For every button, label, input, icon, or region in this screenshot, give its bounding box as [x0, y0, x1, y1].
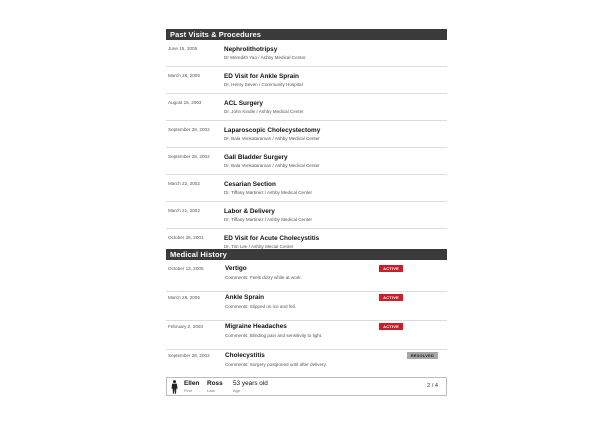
- history-condition: Cholecystitis: [225, 352, 265, 359]
- visit-provider: Dr. Tim Lee / Ashby Mecial Center: [224, 244, 294, 249]
- history-condition: Vertigo: [225, 265, 247, 272]
- age-block: [233, 380, 268, 393]
- visit-row[interactable]: [166, 148, 447, 175]
- page-indicator[interactable]: 2 / 4: [427, 383, 438, 389]
- visit-provider: Dr Meredith Yao / Ashby Medical Center: [224, 55, 306, 60]
- visit-provider: Dr. Tiffany Martinez / Ashby Medical Center: [224, 190, 312, 195]
- history-condition: Ankle Sprain: [225, 294, 265, 301]
- first-name-block: [184, 380, 199, 393]
- visit-date: August 15, 2003: [168, 100, 202, 105]
- history-comment: Comments: Blinding pain and sensitivity to light.: [225, 333, 323, 338]
- patient-footer: [166, 377, 447, 396]
- age-value: 53 years old: [233, 380, 268, 387]
- history-row[interactable]: [166, 350, 447, 378]
- past-visits-header: Past Visits & Procedures: [166, 29, 447, 40]
- visit-title: ED Visit for Acute Cholecystitis: [224, 235, 320, 242]
- visit-date: June 15, 2005: [168, 46, 198, 51]
- status-badge: RESOLVED: [407, 352, 438, 359]
- status-badge: ACTIVE: [379, 294, 403, 301]
- past-visits-panel: [166, 29, 447, 255]
- visit-date: September 28, 2002: [168, 154, 210, 159]
- visit-provider: Dr. John Kindle / Ashby Medical Center: [224, 109, 304, 114]
- history-comment: Comments: Feels dizzy while at work.: [225, 275, 302, 280]
- history-comment: Comments: Surgery postponed until after delivery.: [225, 362, 327, 367]
- medical-history-panel: [166, 249, 447, 378]
- last-name: Ross: [207, 380, 223, 387]
- visit-title: Gall Bladder Surgery: [224, 154, 288, 161]
- visit-provider: Dr. Bala Venkataraman / Ashby Medical Center: [224, 163, 320, 168]
- visit-date: September 28, 2002: [168, 127, 210, 132]
- visit-row[interactable]: [166, 175, 447, 202]
- visit-date: October 28, 2001: [168, 235, 204, 240]
- visit-date: March 21, 2002: [168, 208, 200, 213]
- visit-row[interactable]: [166, 121, 447, 148]
- visit-title: ACL Surgery: [224, 100, 263, 107]
- visit-provider: Dr. Bala Venkataraman / Ashby Medical Center: [224, 136, 320, 141]
- first-name: Ellen: [184, 380, 200, 387]
- visit-row[interactable]: [166, 67, 447, 94]
- visit-row[interactable]: [166, 94, 447, 121]
- age-caption: Age: [233, 388, 241, 393]
- history-row[interactable]: [166, 263, 447, 292]
- last-name-caption: Last: [207, 388, 215, 393]
- visit-title: Cesarian Section: [224, 181, 276, 188]
- visit-date: March 22, 2002: [168, 181, 200, 186]
- history-date: March 28, 2005: [168, 295, 200, 300]
- visit-row[interactable]: [166, 40, 447, 67]
- visit-title: Nephrolithotripsy: [224, 46, 278, 53]
- history-comment: Comments: Slipped on ice and fell.: [225, 304, 296, 309]
- visit-title: ED Visit for Ankle Sprain: [224, 73, 299, 80]
- history-row[interactable]: [166, 321, 447, 350]
- last-name-block: [207, 380, 223, 393]
- first-name-caption: First: [184, 388, 192, 393]
- history-row[interactable]: [166, 292, 447, 321]
- person-icon: [171, 380, 178, 394]
- history-condition: Migraine Headaches: [225, 323, 287, 330]
- medical-history-header: Medical History: [166, 249, 447, 260]
- visit-title: Laparoscopic Cholecystectomy: [224, 127, 321, 134]
- history-date: February 2, 2003: [168, 324, 203, 329]
- visit-date: March 28, 2005: [168, 73, 200, 78]
- history-date: September 28, 2002: [168, 353, 210, 358]
- visit-title: Labor & Delivery: [224, 208, 275, 215]
- visit-row[interactable]: [166, 202, 447, 229]
- history-date: October 13, 2005: [168, 266, 204, 271]
- visit-provider: Dr. Tiffany Martinez / Ashby Medical Center: [224, 217, 312, 222]
- status-badge: ACTIVE: [379, 265, 403, 272]
- status-badge: ACTIVE: [379, 323, 403, 330]
- visit-provider: Dr. Henry Seven / Community Hospital: [224, 82, 303, 87]
